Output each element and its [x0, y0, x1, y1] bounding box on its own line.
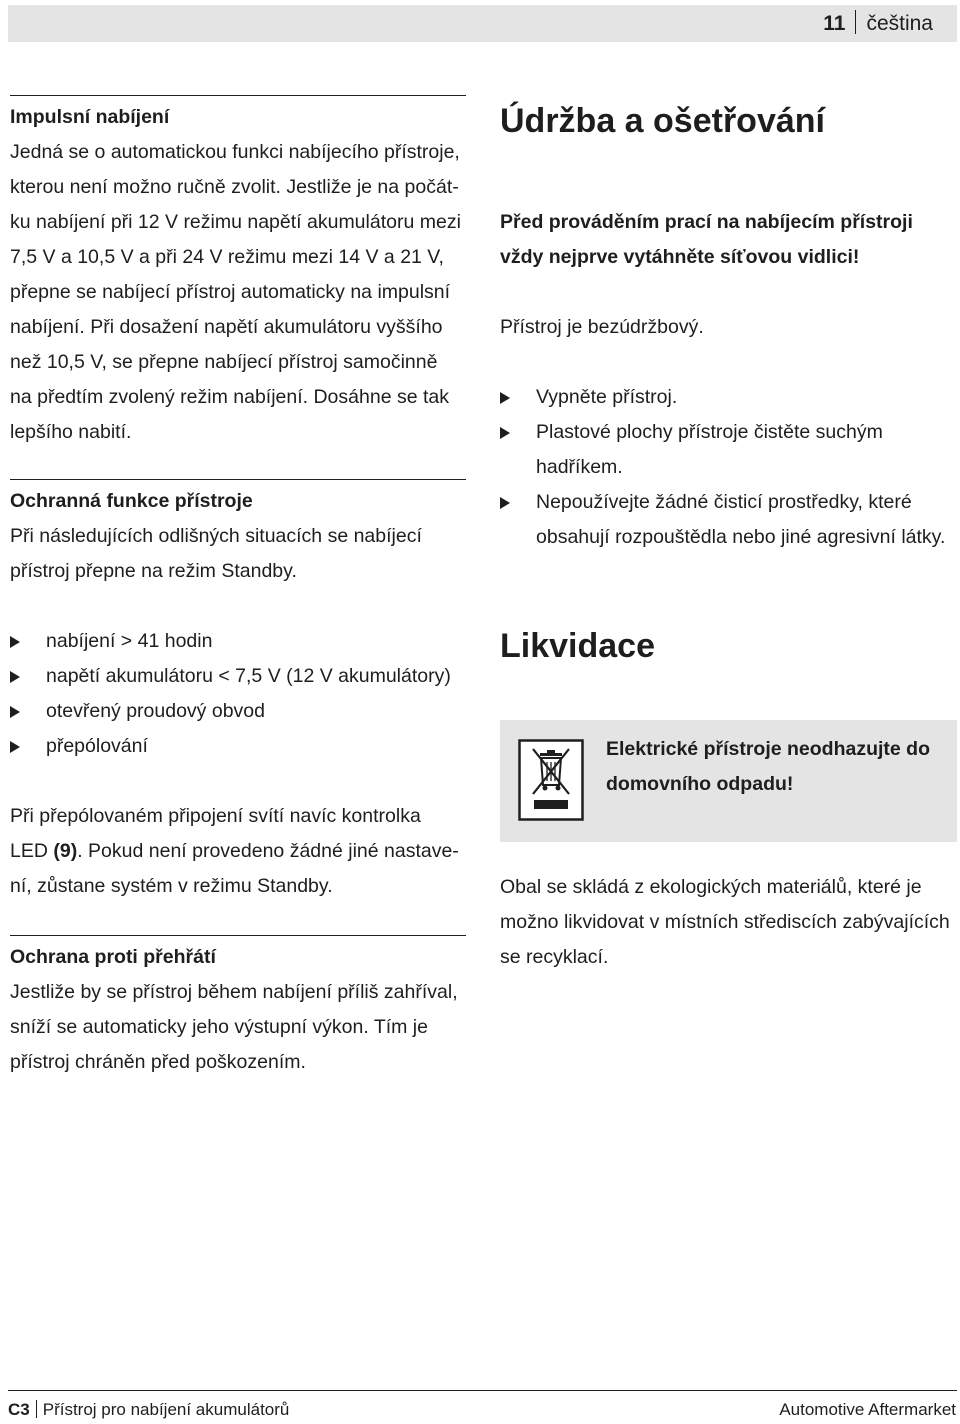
list-item-text: nabíjení > 41 hodin: [46, 630, 213, 652]
crossed-out-wheelie-bin-icon: [518, 739, 584, 821]
section-impulse-charging: [10, 95, 466, 450]
text-line: přepne se nabíjecí přístroj automaticky na impulsní: [10, 281, 451, 303]
text-line: se recyklací.: [500, 946, 609, 968]
text-line: 7,5 V a 10,5 V a při 24 V režimu mezi 14 V a 21 V,: [10, 246, 444, 268]
text-line: Přístroj je bezúdržbový.: [500, 316, 704, 338]
text-line: než 10,5 V, se přepne nabíjecí přístroj samočinně: [10, 351, 438, 373]
text-line: přístroj přepne na režim Standby.: [10, 560, 297, 582]
bullet-list: [10, 624, 466, 764]
bullet-triangle-icon: [500, 392, 510, 404]
section-disposal-heading: [500, 624, 956, 668]
text-line: Jedná se o automatickou funkci nabíjecího přístroje,: [10, 141, 460, 163]
section-rule: [10, 95, 466, 96]
page-language: čeština: [866, 12, 933, 35]
section-maintenance: [500, 99, 956, 555]
text-line: Jestliže by se přístroj během nabíjení příliš zahříval,: [10, 981, 458, 1003]
list-item: [500, 380, 956, 415]
footer-title: Přístroj pro nabíjení akumulátorů: [42, 1400, 290, 1419]
warning-line: vždy nejprve vytáhněte síťovou vidlici!: [500, 246, 860, 268]
list-item: [10, 729, 466, 764]
list-item: [10, 659, 466, 694]
warning-line: Před prováděním prací na nabíjecím přístroji: [500, 211, 913, 233]
bullet-triangle-icon: [10, 706, 20, 718]
text-line: Obal se skládá z ekologických materiálů, které je: [500, 876, 922, 898]
bullet-list: [500, 380, 956, 555]
footer-code: C3: [8, 1400, 30, 1419]
bullet-triangle-icon: [500, 497, 510, 509]
section-overheat-protection: [10, 935, 466, 1080]
section-disposal-text: [500, 870, 956, 975]
text-line: kterou není možno ručně zvolit. Jestliže je na počát-: [10, 176, 459, 198]
footer-separator: [36, 1400, 37, 1418]
section-heading: Údržba a ošetřování: [500, 102, 825, 140]
text-fragment: LED: [10, 840, 54, 862]
bullet-triangle-icon: [10, 671, 20, 683]
text-fragment: . Pokud není provedeno žádné jiné nastave-: [77, 840, 459, 862]
list-item: [500, 415, 956, 485]
bullet-triangle-icon: [10, 636, 20, 648]
list-item-text: přepólování: [46, 735, 148, 757]
text-line: Při následujících odlišných situacích se nabíjecí: [10, 525, 422, 547]
footer-left: [8, 1398, 289, 1422]
disposal-warning: [606, 732, 946, 802]
section-title: Impulsní nabíjení: [10, 106, 170, 128]
warning-line: Elektrické přístroje neodhazujte do: [606, 738, 930, 760]
footer-rule: [8, 1390, 957, 1391]
text-line: sníží se automaticky jeho výstupní výkon. Tím je: [10, 1016, 428, 1038]
section-protection-function: [10, 479, 466, 904]
text-line: nabíjení. Při dosažení napětí akumulátoru vyššího: [10, 316, 443, 338]
safety-warning: [500, 205, 956, 275]
bullet-triangle-icon: [500, 427, 510, 439]
text-line: ku nabíjení při 12 V režimu napětí akumulátoru mezi: [10, 211, 461, 233]
section-rule: [10, 935, 466, 936]
list-item-text: otevřený proudový obvod: [46, 700, 265, 722]
footer-brand: Automotive Aftermarket: [779, 1400, 956, 1419]
text-line: na předtím zvolený režim nabíjení. Dosáhne se tak: [10, 386, 449, 408]
list-item-text: napětí akumulátoru < 7,5 V (12 V akumulátory): [46, 665, 451, 687]
page-number: 11: [823, 12, 846, 35]
list-item: [10, 694, 466, 729]
list-item-text: Nepoužívejte žádné čisticí prostředky, které: [536, 491, 912, 513]
text-line: přístroj chráněn před poškozením.: [10, 1051, 306, 1073]
list-item: [500, 485, 956, 555]
list-item-text: obsahují rozpouštědla nebo jiné agresivní látky.: [536, 526, 946, 548]
header-separator: [855, 10, 856, 34]
header-bar: [8, 5, 957, 42]
text-line: Při přepólovaném připojení svítí navíc kontrolka: [10, 805, 421, 827]
list-item-text: Plastové plochy přístroje čistěte suchým: [536, 421, 883, 443]
list-item-text: Vypněte přístroj.: [536, 386, 678, 408]
section-title: Ochranná funkce přístroje: [10, 490, 253, 512]
warning-line: domovního odpadu!: [606, 773, 794, 795]
text-line: [10, 834, 466, 869]
section-rule: [10, 479, 466, 480]
page-indicator: [823, 5, 933, 42]
text-line: možno likvidovat v místních střediscích zabývajících: [500, 911, 950, 933]
text-line: ní, zůstane systém v režimu Standby.: [10, 875, 333, 897]
section-title: Ochrana proti přehřátí: [10, 946, 216, 968]
disposal-notice-box: [500, 720, 957, 842]
bullet-triangle-icon: [10, 741, 20, 753]
section-heading: Likvidace: [500, 627, 655, 665]
led-reference: (9): [53, 840, 78, 862]
list-item-text: hadříkem.: [536, 456, 623, 478]
list-item: [10, 624, 466, 659]
text-line: lepšího nabití.: [10, 421, 132, 443]
